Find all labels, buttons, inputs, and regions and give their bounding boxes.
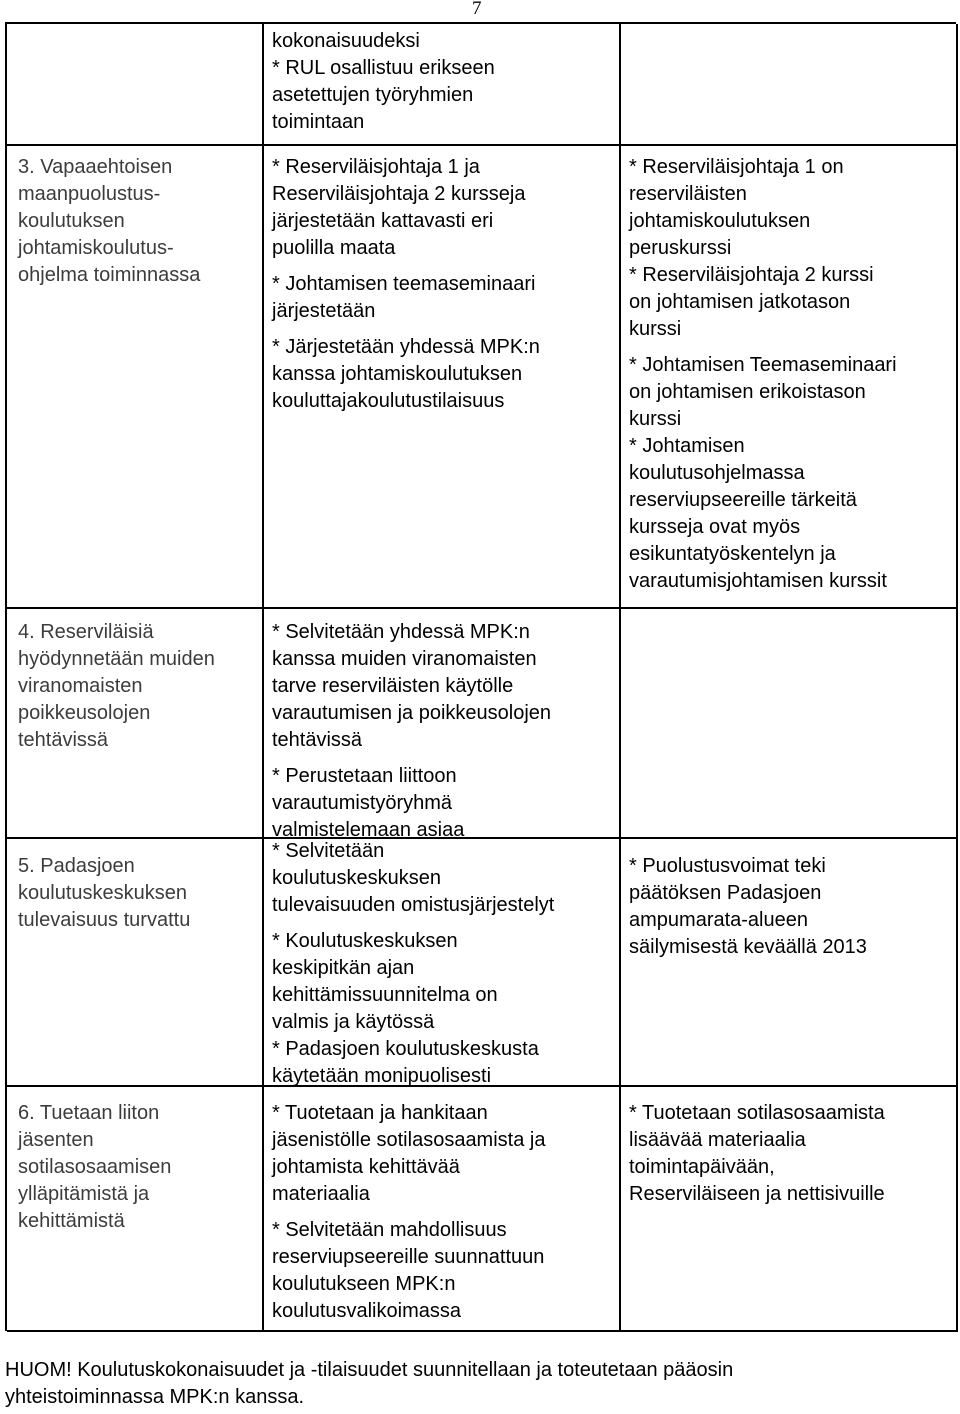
actions-text-line: * Selvitetään bbox=[272, 840, 385, 862]
results-text-line: on johtamisen jatkotason bbox=[629, 291, 851, 313]
goal-text-line: sotilasosaamisen bbox=[18, 1156, 172, 1178]
goal-text-line: johtamiskoulutus- bbox=[18, 237, 174, 259]
actions-text-line: * Padasjoen koulutuskeskusta bbox=[272, 1038, 539, 1060]
footnote-line: yhteistoiminnassa MPK:n kanssa. bbox=[5, 1386, 305, 1408]
footnote-line: HUOM! Koulutuskokonaisuudet ja -tilaisuudet suunnitellaan ja toteutetaan pääosin bbox=[5, 1359, 734, 1381]
actions-text-line: varautumistyöryhmä bbox=[272, 792, 453, 814]
goal-cell-2 bbox=[7, 609, 264, 839]
actions-cell-3 bbox=[264, 839, 621, 1087]
goal-text-line: maanpuolustus- bbox=[18, 183, 161, 205]
results-text-line: kurssi bbox=[629, 318, 682, 340]
actions-text-line: järjestetään bbox=[272, 300, 376, 322]
actions-text-line: toimintaan bbox=[272, 111, 365, 133]
footnote bbox=[5, 1357, 733, 1411]
goal-text-line: 5. Padasjoen bbox=[18, 855, 135, 877]
goal-text-line: ohjelma toiminnassa bbox=[18, 264, 201, 286]
results-text-line: * Puolustusvoimat teki bbox=[629, 855, 826, 877]
actions-cell-1 bbox=[264, 146, 621, 609]
results-text-line: * Johtamisen bbox=[629, 435, 745, 457]
goal-cell-4 bbox=[7, 1087, 264, 1332]
results-cell-2 bbox=[621, 609, 958, 839]
actions-text-line: jäsenistölle sotilasosaamista ja bbox=[272, 1129, 546, 1151]
actions-text-line: * Tuotetaan ja hankitaan bbox=[272, 1102, 488, 1124]
goal-cell-3 bbox=[7, 839, 264, 1087]
actions-text-line: puolilla maata bbox=[272, 237, 396, 259]
goal-text-line: tulevaisuus turvattu bbox=[18, 909, 191, 931]
actions-text-line: tulevaisuuden omistusjärjestelyt bbox=[272, 894, 555, 916]
results-text-line: * Reserviläisjohtaja 1 on bbox=[629, 156, 844, 178]
results-text-line: Reserviläiseen ja nettisivuille bbox=[629, 1183, 885, 1205]
results-text-line: reserviupseereille tärkeitä bbox=[629, 489, 857, 511]
actions-text-line: koulutukseen MPK:n bbox=[272, 1273, 456, 1295]
results-text-line: lisäävää materiaalia bbox=[629, 1129, 806, 1151]
actions-text-line: valmis ja käytössä bbox=[272, 1011, 435, 1033]
results-text-line: on johtamisen erikoistason bbox=[629, 381, 866, 403]
line-gap bbox=[272, 919, 615, 928]
actions-text-line: kokonaisuudeksi bbox=[272, 30, 420, 52]
results-text-line: esikuntatyöskentelyn ja bbox=[629, 543, 836, 565]
results-text-line: ampumarata-alueen bbox=[629, 909, 808, 931]
goal-text-line: poikkeusolojen bbox=[18, 702, 151, 724]
actions-cell-0 bbox=[264, 24, 621, 146]
goal-text-line: koulutuksen bbox=[18, 210, 125, 232]
goals-table bbox=[5, 22, 956, 1331]
goal-text-line: kehittämistä bbox=[18, 1210, 125, 1232]
actions-text-line: * Selvitetään mahdollisuus bbox=[272, 1219, 507, 1241]
actions-text-line: * RUL osallistuu erikseen bbox=[272, 57, 495, 79]
results-text-line: säilymisestä keväällä 2013 bbox=[629, 936, 867, 958]
results-text-line: peruskurssi bbox=[629, 237, 732, 259]
goal-text-line: 3. Vapaaehtoisen bbox=[18, 156, 173, 178]
line-gap bbox=[272, 754, 615, 763]
actions-text-line: valmistelemaan asiaa bbox=[272, 819, 465, 841]
results-text-line: * Johtamisen Teemaseminaari bbox=[629, 354, 897, 376]
actions-text-line: materiaalia bbox=[272, 1183, 370, 1205]
goal-text-line: viranomaisten bbox=[18, 675, 143, 697]
goal-text-line: koulutuskeskuksen bbox=[18, 882, 187, 904]
actions-text-line: koulutuskeskuksen bbox=[272, 867, 441, 889]
line-gap bbox=[272, 325, 615, 334]
actions-text-line: tarve reserviläisten käytölle bbox=[272, 675, 514, 697]
goal-text-line: hyödynnetään muiden bbox=[18, 648, 215, 670]
actions-text-line: Reserviläisjohtaja 2 kursseja bbox=[272, 183, 526, 205]
actions-text-line: kouluttajakoulutustilaisuus bbox=[272, 390, 505, 412]
goal-text-line: 4. Reserviläisiä bbox=[18, 621, 154, 643]
results-text-line: kursseja ovat myös bbox=[629, 516, 801, 538]
goal-text-line: ylläpitämistä ja bbox=[18, 1183, 150, 1205]
results-text-line: * Tuotetaan sotilasosaamista bbox=[629, 1102, 885, 1124]
results-text-line: varautumisjohtamisen kurssit bbox=[629, 570, 887, 592]
actions-text-line: * Perustetaan liittoon bbox=[272, 765, 457, 787]
actions-text-line: reserviupseereille suunnattuun bbox=[272, 1246, 545, 1268]
actions-text-line: * Koulutuskeskuksen bbox=[272, 930, 458, 952]
page-number: 7 bbox=[472, 0, 482, 19]
actions-text-line: koulutusvalikoimassa bbox=[272, 1300, 461, 1322]
results-cell-3 bbox=[621, 839, 958, 1087]
actions-text-line: käytetään monipuolisesti bbox=[272, 1065, 492, 1087]
actions-text-line: varautumisen ja poikkeusolojen bbox=[272, 702, 552, 724]
results-cell-1 bbox=[621, 146, 958, 609]
results-text-line: * Reserviläisjohtaja 2 kurssi bbox=[629, 264, 874, 286]
actions-cell-2 bbox=[264, 609, 621, 839]
actions-text-line: tehtävissä bbox=[272, 729, 363, 751]
goal-text-line: tehtävissä bbox=[18, 729, 109, 751]
actions-text-line: * Johtamisen teemaseminaari bbox=[272, 273, 536, 295]
actions-text-line: järjestetään kattavasti eri bbox=[272, 210, 494, 232]
results-text-line: päätöksen Padasjoen bbox=[629, 882, 822, 904]
actions-text-line: kanssa muiden viranomaisten bbox=[272, 648, 537, 670]
actions-text-line: * Reserviläisjohtaja 1 ja bbox=[272, 156, 480, 178]
line-gap bbox=[629, 343, 952, 352]
results-text-line: koulutusohjelmassa bbox=[629, 462, 805, 484]
actions-text-line: kanssa johtamiskoulutuksen bbox=[272, 363, 523, 385]
goal-cell-1 bbox=[7, 146, 264, 609]
results-cell-4 bbox=[621, 1087, 958, 1332]
results-text-line: toimintapäivään, bbox=[629, 1156, 775, 1178]
goal-cell-0 bbox=[7, 24, 264, 146]
results-text-line: kurssi bbox=[629, 408, 682, 430]
results-cell-0 bbox=[621, 24, 958, 146]
results-text-line: johtamiskoulutuksen bbox=[629, 210, 811, 232]
actions-text-line: * Järjestetään yhdessä MPK:n bbox=[272, 336, 540, 358]
goal-text-line: 6. Tuetaan liiton bbox=[18, 1102, 160, 1124]
actions-text-line: johtamista kehittävää bbox=[272, 1156, 460, 1178]
actions-text-line: kehittämissuunnitelma on bbox=[272, 984, 498, 1006]
line-gap bbox=[272, 1208, 615, 1217]
actions-text-line: * Selvitetään yhdessä MPK:n bbox=[272, 621, 530, 643]
goal-text-line: jäsenten bbox=[18, 1129, 94, 1151]
line-gap bbox=[272, 262, 615, 271]
actions-text-line: keskipitkän ajan bbox=[272, 957, 415, 979]
results-text-line: reserviläisten bbox=[629, 183, 747, 205]
actions-text-line: asetettujen työryhmien bbox=[272, 84, 474, 106]
actions-cell-4 bbox=[264, 1087, 621, 1332]
